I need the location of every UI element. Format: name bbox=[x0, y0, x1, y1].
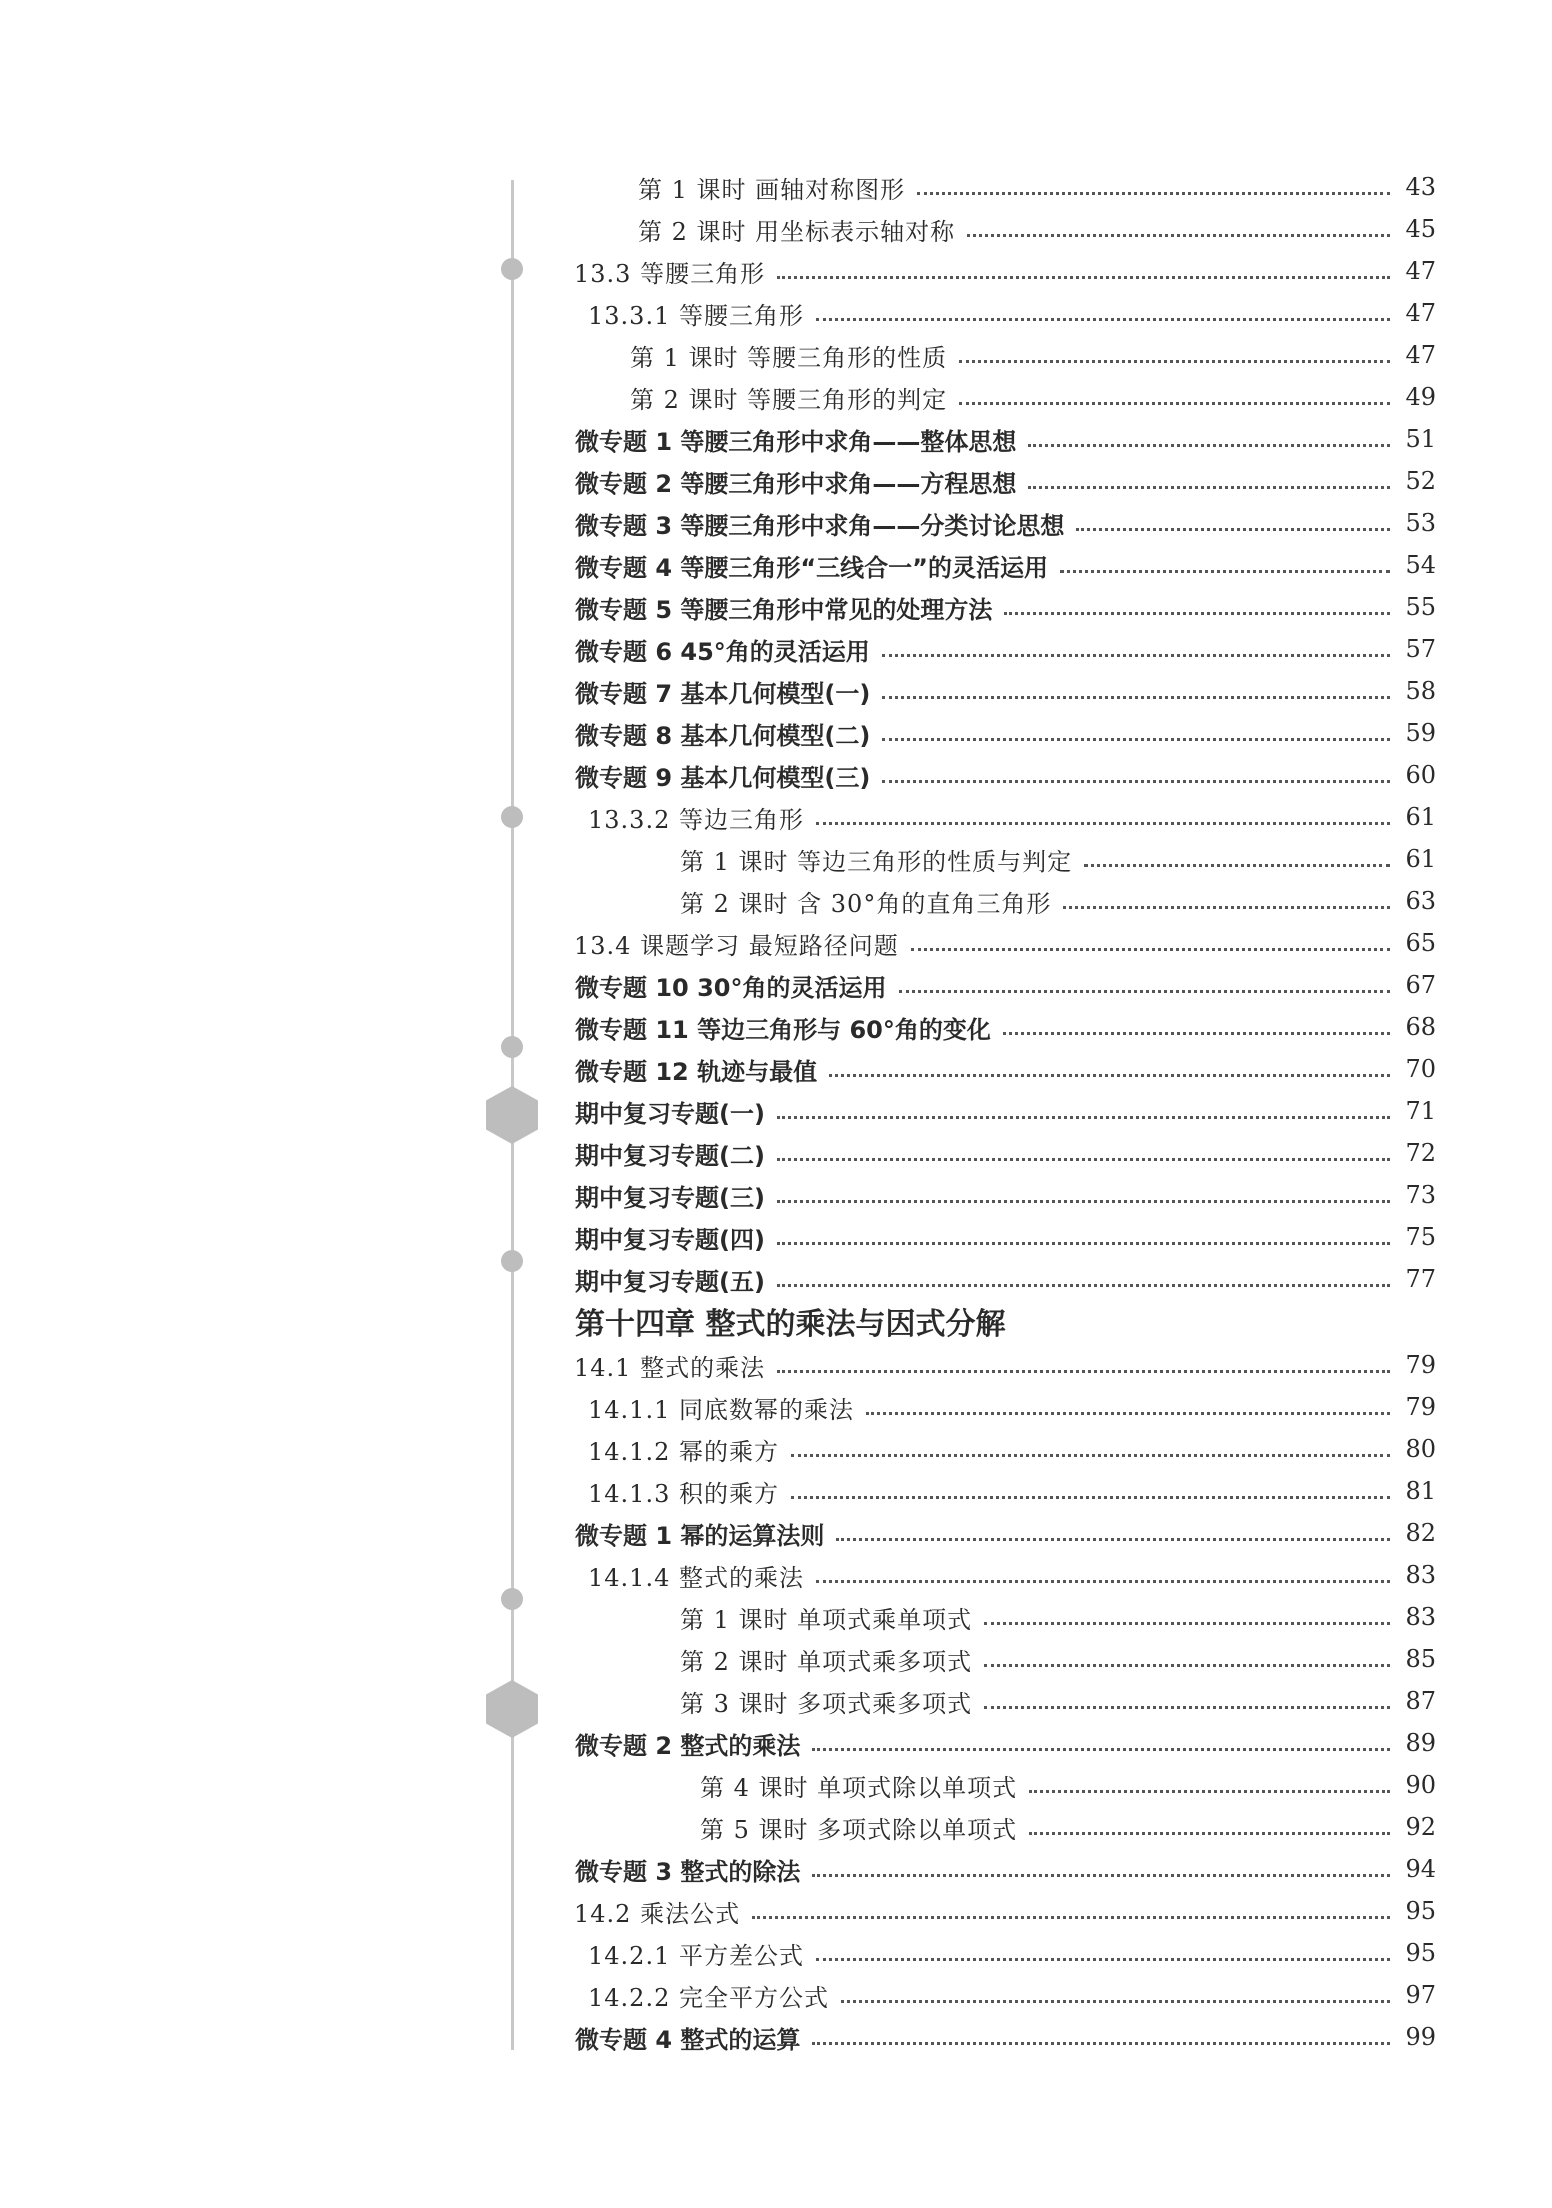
toc-entry-page: 90 bbox=[1405, 1771, 1436, 1799]
timeline-dot bbox=[501, 806, 523, 828]
toc-entry-page: 83 bbox=[1405, 1561, 1436, 1589]
toc-entry-page: 81 bbox=[1405, 1477, 1436, 1505]
toc-entry-page: 47 bbox=[1405, 299, 1436, 327]
toc-entry[interactable] bbox=[575, 502, 1436, 544]
toc-entry[interactable] bbox=[575, 586, 1436, 628]
toc-entry-page: 61 bbox=[1405, 803, 1436, 831]
toc-entry[interactable] bbox=[700, 1806, 1436, 1848]
dot-leader bbox=[791, 1454, 1390, 1457]
toc-entry-title: 第 5 课时 多项式除以单项式 bbox=[700, 1815, 1018, 1844]
toc-entry-page: 87 bbox=[1405, 1687, 1436, 1715]
toc-entry-page: 95 bbox=[1405, 1897, 1436, 1925]
toc-entry-page: 61 bbox=[1405, 845, 1436, 873]
toc-entry[interactable] bbox=[680, 1680, 1436, 1722]
dot-leader bbox=[1004, 612, 1390, 615]
toc-entry-page: 75 bbox=[1405, 1223, 1436, 1251]
toc-entry-title: 14.1.2 幂的乘方 bbox=[588, 1437, 779, 1466]
toc-entry-title: 微专题 8 基本几何模型(二) bbox=[575, 721, 871, 750]
toc-entry[interactable] bbox=[630, 376, 1436, 418]
toc-entry[interactable] bbox=[574, 250, 1436, 292]
toc-entry[interactable] bbox=[630, 334, 1436, 376]
toc-entry[interactable] bbox=[574, 1344, 1436, 1386]
toc-entry[interactable] bbox=[588, 796, 1436, 838]
dot-leader bbox=[812, 1748, 1390, 1751]
toc-entry-title: 微专题 2 整式的乘法 bbox=[575, 1731, 801, 1760]
toc-entry-page: 43 bbox=[1405, 173, 1436, 201]
dot-leader bbox=[777, 1242, 1390, 1245]
dot-leader bbox=[1028, 486, 1390, 489]
toc-entry-title: 微专题 1 幂的运算法则 bbox=[575, 1521, 825, 1550]
timeline-hexagon bbox=[486, 1086, 538, 1144]
toc-entry-title: 微专题 5 等腰三角形中常见的处理方法 bbox=[575, 595, 993, 624]
toc-entry-title: 微专题 6 45°角的灵活运用 bbox=[575, 637, 870, 666]
dot-leader bbox=[1076, 528, 1390, 531]
toc-entry[interactable] bbox=[575, 628, 1436, 670]
toc-entry-page: 99 bbox=[1405, 2023, 1436, 2051]
toc-entry[interactable] bbox=[575, 1048, 1436, 1090]
toc-entry[interactable] bbox=[575, 1722, 1436, 1764]
timeline-hexagon bbox=[486, 1680, 538, 1738]
toc-entry[interactable] bbox=[680, 1638, 1436, 1680]
toc-entry-page: 59 bbox=[1405, 719, 1436, 747]
toc-entry-title: 期中复习专题(二) bbox=[575, 1141, 765, 1170]
dot-leader bbox=[777, 276, 1390, 279]
dot-leader bbox=[777, 1116, 1390, 1119]
toc-entry[interactable] bbox=[588, 1974, 1436, 2016]
toc-entry-title: 微专题 4 等腰三角形“三线合一”的灵活运用 bbox=[575, 553, 1048, 582]
toc-entry-title: 14.2.2 完全平方公式 bbox=[588, 1983, 829, 2012]
toc-entry[interactable] bbox=[575, 1216, 1436, 1258]
dot-leader bbox=[836, 1538, 1390, 1541]
toc-entry[interactable] bbox=[588, 1932, 1436, 1974]
toc-entry-title: 微专题 1 等腰三角形中求角——整体思想 bbox=[575, 427, 1017, 456]
toc-entry[interactable] bbox=[575, 754, 1436, 796]
toc-entry[interactable] bbox=[575, 712, 1436, 754]
toc-entry[interactable] bbox=[575, 1512, 1436, 1554]
toc-entry[interactable] bbox=[575, 544, 1436, 586]
dot-leader bbox=[899, 990, 1390, 993]
toc-entry-page: 70 bbox=[1405, 1055, 1436, 1083]
dot-leader bbox=[984, 1664, 1390, 1667]
dot-leader bbox=[1029, 1832, 1390, 1835]
toc-entry-title: 微专题 2 等腰三角形中求角——方程思想 bbox=[575, 469, 1017, 498]
toc-entry-page: 82 bbox=[1405, 1519, 1436, 1547]
toc-entry-page: 92 bbox=[1405, 1813, 1436, 1841]
toc-entry-title: 微专题 4 整式的运算 bbox=[575, 2025, 801, 2054]
toc-entry-title: 第 1 课时 单项式乘单项式 bbox=[680, 1605, 973, 1634]
toc-entry-title: 微专题 3 等腰三角形中求角——分类讨论思想 bbox=[575, 511, 1065, 540]
toc-entry-title: 微专题 7 基本几何模型(一) bbox=[575, 679, 871, 708]
dot-leader bbox=[882, 654, 1390, 657]
toc-entry-title: 13.4 课题学习 最短路径问题 bbox=[574, 931, 899, 960]
toc-entry[interactable] bbox=[575, 670, 1436, 712]
toc-entry-title: 第 2 课时 单项式乘多项式 bbox=[680, 1647, 973, 1676]
toc-entry-page: 68 bbox=[1405, 1013, 1436, 1041]
dot-leader bbox=[812, 1874, 1390, 1877]
toc-entry-page: 63 bbox=[1405, 887, 1436, 915]
toc-entry[interactable] bbox=[575, 1174, 1436, 1216]
toc-entry-page: 54 bbox=[1405, 551, 1436, 579]
toc-entry-page: 73 bbox=[1405, 1181, 1436, 1209]
toc-entry-page: 79 bbox=[1405, 1351, 1436, 1379]
toc-entry-page: 67 bbox=[1405, 971, 1436, 999]
toc-entry-title: 期中复习专题(五) bbox=[575, 1267, 765, 1296]
timeline-dot bbox=[501, 1588, 523, 1610]
toc-entry-title: 第 1 课时 画轴对称图形 bbox=[638, 175, 906, 204]
toc-entry[interactable] bbox=[638, 208, 1436, 250]
toc-entry[interactable] bbox=[575, 1090, 1436, 1132]
toc-entry[interactable] bbox=[575, 460, 1436, 502]
chapter-heading[interactable] bbox=[575, 1300, 1436, 1342]
dot-leader bbox=[959, 360, 1390, 363]
toc-entry-title: 第 3 课时 多项式乘多项式 bbox=[680, 1689, 973, 1718]
dot-leader bbox=[816, 822, 1390, 825]
toc-entry[interactable] bbox=[575, 1006, 1436, 1048]
toc-entry-page: 51 bbox=[1405, 425, 1436, 453]
toc-entry-title: 微专题 9 基本几何模型(三) bbox=[575, 763, 871, 792]
dot-leader bbox=[959, 402, 1390, 405]
timeline-dot bbox=[501, 1036, 523, 1058]
toc-entry-title: 期中复习专题(四) bbox=[575, 1225, 765, 1254]
toc-entry-page: 97 bbox=[1405, 1981, 1436, 2009]
toc-entry[interactable] bbox=[575, 964, 1436, 1006]
toc-entry[interactable] bbox=[588, 1386, 1436, 1428]
toc-entry-page: 85 bbox=[1405, 1645, 1436, 1673]
toc-entry-title: 第 4 课时 单项式除以单项式 bbox=[700, 1773, 1018, 1802]
toc-entry-title: 第 2 课时 用坐标表示轴对称 bbox=[638, 217, 956, 246]
toc-entry-title: 第 2 课时 含 30°角的直角三角形 bbox=[680, 889, 1052, 918]
toc-entry-page: 60 bbox=[1405, 761, 1436, 789]
toc-entry-title: 13.3 等腰三角形 bbox=[574, 259, 766, 288]
toc-entry-title: 14.2.1 平方差公式 bbox=[588, 1941, 804, 1970]
toc-entry[interactable] bbox=[574, 922, 1436, 964]
dot-leader bbox=[1060, 570, 1390, 573]
toc-entry-page: 72 bbox=[1405, 1139, 1436, 1167]
dot-leader bbox=[882, 738, 1390, 741]
toc-entry[interactable] bbox=[700, 1764, 1436, 1806]
toc-entry[interactable] bbox=[680, 1596, 1436, 1638]
toc-entry-page: 49 bbox=[1405, 383, 1436, 411]
toc-entry[interactable] bbox=[575, 1848, 1436, 1890]
toc-entry[interactable] bbox=[575, 418, 1436, 460]
dot-leader bbox=[917, 192, 1390, 195]
toc-entry-page: 57 bbox=[1405, 635, 1436, 663]
dot-leader bbox=[882, 780, 1390, 783]
dot-leader bbox=[984, 1706, 1390, 1709]
toc-entry-page: 80 bbox=[1405, 1435, 1436, 1463]
toc-entry-page: 58 bbox=[1405, 677, 1436, 705]
toc-entry-title: 第 1 课时 等边三角形的性质与判定 bbox=[680, 847, 1073, 876]
toc-entry-title: 13.3.2 等边三角形 bbox=[588, 805, 804, 834]
toc-entry-page: 53 bbox=[1405, 509, 1436, 537]
toc-entry-title: 13.3.1 等腰三角形 bbox=[588, 301, 804, 330]
dot-leader bbox=[984, 1622, 1390, 1625]
timeline-dot bbox=[501, 1250, 523, 1272]
dot-leader bbox=[791, 1496, 1390, 1499]
dot-leader bbox=[1028, 444, 1390, 447]
dot-leader bbox=[866, 1412, 1390, 1415]
dot-leader bbox=[967, 234, 1390, 237]
toc-entry-page: 71 bbox=[1405, 1097, 1436, 1125]
dot-leader bbox=[812, 2042, 1390, 2045]
toc-entry-page: 55 bbox=[1405, 593, 1436, 621]
toc-entry[interactable] bbox=[588, 1554, 1436, 1596]
dot-leader bbox=[816, 318, 1390, 321]
toc-entry[interactable] bbox=[588, 292, 1436, 334]
toc-entry-page: 65 bbox=[1405, 929, 1436, 957]
toc-entry-title: 微专题 3 整式的除法 bbox=[575, 1857, 801, 1886]
toc-entry[interactable] bbox=[588, 1428, 1436, 1470]
toc-entry[interactable] bbox=[638, 166, 1436, 208]
dot-leader bbox=[841, 2000, 1390, 2003]
toc-entry-title: 14.1.3 积的乘方 bbox=[588, 1479, 779, 1508]
toc-entry[interactable] bbox=[588, 1470, 1436, 1512]
dot-leader bbox=[752, 1916, 1390, 1919]
dot-leader bbox=[1063, 906, 1390, 909]
toc-entry-page: 45 bbox=[1405, 215, 1436, 243]
dot-leader bbox=[1084, 864, 1390, 867]
toc-entry-title: 14.2 乘法公式 bbox=[574, 1899, 741, 1928]
toc-entry-title: 14.1.4 整式的乘法 bbox=[588, 1563, 804, 1592]
dot-leader bbox=[911, 948, 1390, 951]
toc-entry[interactable] bbox=[575, 1132, 1436, 1174]
dot-leader bbox=[816, 1580, 1390, 1583]
dot-leader bbox=[829, 1074, 1390, 1077]
dot-leader bbox=[1029, 1790, 1390, 1793]
toc-entry-title: 微专题 10 30°角的灵活运用 bbox=[575, 973, 887, 1002]
toc-entry-title: 14.1.1 同底数幂的乘法 bbox=[588, 1395, 854, 1424]
toc-entry-title: 微专题 12 轨迹与最值 bbox=[575, 1057, 818, 1086]
toc-entry[interactable] bbox=[680, 838, 1436, 880]
toc-entry-title: 第十四章 整式的乘法与因式分解 bbox=[575, 1307, 1006, 1342]
toc-entry-title: 期中复习专题(三) bbox=[575, 1183, 765, 1212]
toc-entry-page: 95 bbox=[1405, 1939, 1436, 1967]
dot-leader bbox=[777, 1284, 1390, 1287]
toc-entry-title: 第 1 课时 等腰三角形的性质 bbox=[630, 343, 948, 372]
toc-entry[interactable] bbox=[680, 880, 1436, 922]
dot-leader bbox=[777, 1370, 1390, 1373]
toc-entry[interactable] bbox=[575, 1258, 1436, 1300]
toc-entry-page: 83 bbox=[1405, 1603, 1436, 1631]
toc-entry-page: 47 bbox=[1405, 257, 1436, 285]
toc-entry-title: 第 2 课时 等腰三角形的判定 bbox=[630, 385, 948, 414]
toc-entry-page: 89 bbox=[1405, 1729, 1436, 1757]
dot-leader bbox=[777, 1158, 1390, 1161]
dot-leader bbox=[816, 1958, 1390, 1961]
toc-entry[interactable] bbox=[574, 1890, 1436, 1932]
toc-entry-page: 77 bbox=[1405, 1265, 1436, 1293]
toc-entry-title: 微专题 11 等边三角形与 60°角的变化 bbox=[575, 1015, 991, 1044]
toc-entry-page: 94 bbox=[1405, 1855, 1436, 1883]
toc-entry-page: 79 bbox=[1405, 1393, 1436, 1421]
dot-leader bbox=[1003, 1032, 1390, 1035]
toc-entry[interactable] bbox=[575, 2016, 1436, 2058]
toc-entry-page: 52 bbox=[1405, 467, 1436, 495]
toc-entry-page: 47 bbox=[1405, 341, 1436, 369]
toc-entry-title: 期中复习专题(一) bbox=[575, 1099, 765, 1128]
dot-leader bbox=[777, 1200, 1390, 1203]
timeline-dot bbox=[501, 258, 523, 280]
toc-entry-title: 14.1 整式的乘法 bbox=[574, 1353, 766, 1382]
dot-leader bbox=[882, 696, 1390, 699]
